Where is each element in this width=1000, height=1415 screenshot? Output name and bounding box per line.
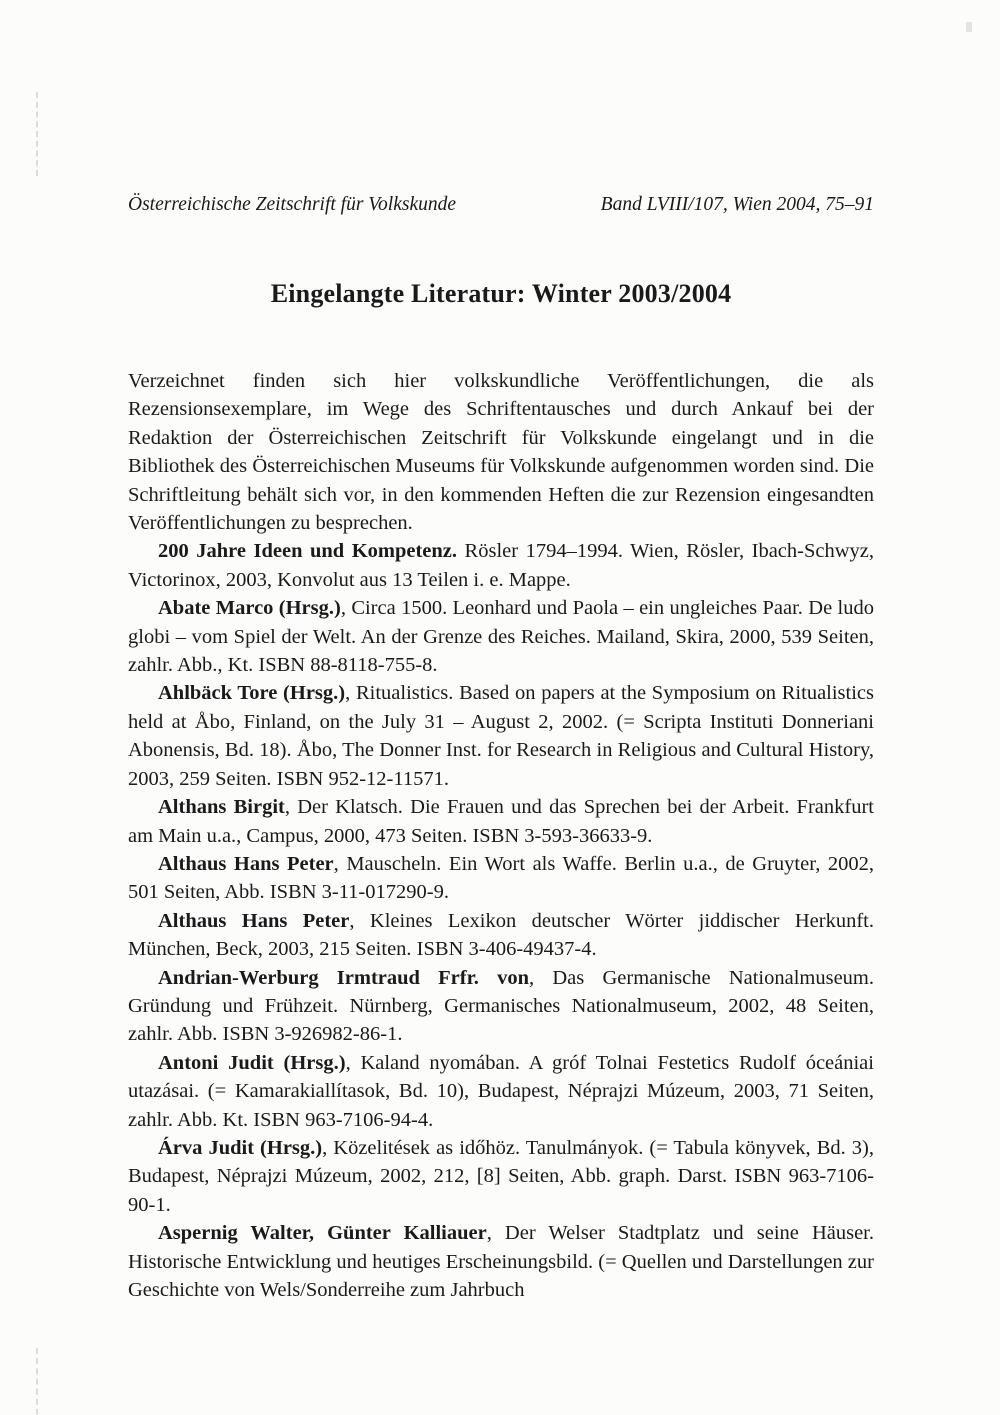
- literature-entry: [128, 964, 874, 1049]
- literature-entry: [128, 1049, 874, 1134]
- entry-lead: Althaus Hans Peter: [158, 909, 350, 932]
- literature-entry: [128, 907, 874, 964]
- journal-issue: Band LVIII/107, Wien 2004, 75–91: [600, 194, 874, 215]
- literature-entry: [128, 679, 874, 793]
- literature-entry: [128, 850, 874, 907]
- entry-lead: Ahlbäck Tore (Hrsg.): [158, 682, 346, 705]
- document-body: [128, 367, 874, 1304]
- entry-text: , Mauscheln. Ein Wort als Waffe. Berlin u.a., de Gruyter, 2002, 501 Seiten, Abb. ISBN 3-11-017290-9.: [128, 852, 875, 904]
- journal-name: Österreichische Zeitschrift für Volkskunde: [128, 194, 457, 215]
- entry-text: , Der Klatsch. Die Frauen und das Sprechen bei der Arbeit. Frankfurt am Main u.a., Campus, 2000, 473 Seiten. ISBN 3-593-36633-9.: [128, 796, 874, 847]
- scan-artifact: [966, 22, 972, 32]
- entry-text: , Der Welser Stadtplatz und seine Häuser. Historische Entwicklung und heutiges Erscheinungsbild. (= Quellen und Darstellungen zur Geschichte von Wels/Sonderreihe zum Jahrbuch: [128, 1222, 874, 1301]
- entry-lead: Andrian-Werburg Irmtraud Frfr. von: [158, 966, 530, 989]
- entry-text: , Kleines Lexikon deutscher Wörter jiddischer Herkunft. München, Beck, 2003, 215 Seiten. ISBN 3-406-49437-4.: [128, 909, 874, 961]
- entry-lead: Aspernig Walter, Günter Kalliauer: [158, 1222, 487, 1245]
- literature-entry: [128, 1219, 874, 1304]
- entry-text: , Das Germanische Nationalmuseum. Gründung und Frühzeit. Nürnberg, Germanisches Nationalmuseum, 2002, 48 Seiten, zahlr. Abb. ISBN 3-926982-86-1.: [128, 966, 874, 1046]
- entry-text: Rösler 1794–1994. Wien, Rösler, Ibach-Schwyz, Victorinox, 2003, Konvolut aus 13 Teilen i. e. Mappe.: [128, 540, 875, 591]
- literature-entry: [128, 594, 874, 679]
- entry-lead: Árva Judit (Hrsg.): [158, 1136, 323, 1159]
- entry-text: , Circa 1500. Leonhard und Paola – ein ungleiches Paar. De ludo globi – vom Spiel der Welt. An der Grenze des Reiches. Mailand, Skira, 2000, 539 Seiten, zahlr. Abb., Kt. ISBN 88-8118-755-8.: [128, 597, 874, 677]
- literature-entry: [128, 793, 874, 850]
- page-title: Eingelangte Literatur: Winter 2003/2004: [270, 279, 732, 308]
- entry-text: , Közelitések as időhöz. Tanulmányok. (= Tabula könyvek, Bd. 3), Budapest, Néprajzi Múzeum, 2002, 212, [8] Seiten, Abb. graph. Darst. ISBN 963-7106-90-1.: [128, 1136, 874, 1216]
- entry-lead: 200 Jahre Ideen und Kompetenz.: [158, 540, 458, 563]
- entry-lead: Althaus Hans Peter: [158, 852, 334, 875]
- entry-text: , Kaland nyomában. A gróf Tolnai Festetics Rudolf óceániai utazásai. (= Kamarakiallítasok, Bd. 10), Budapest, Néprajzi Múzeum, 2003, 71 Seiten, zahlr. Abb. Kt. ISBN 963-7106-94-4.: [128, 1051, 874, 1131]
- scan-artifact: [36, 92, 38, 176]
- entry-lead: Althans Birgit: [158, 796, 285, 819]
- entry-lead: Abate Marco (Hrsg.): [158, 597, 341, 620]
- journal-header: [128, 193, 874, 217]
- literature-entry: [128, 1134, 874, 1219]
- scan-artifact: [36, 1348, 38, 1415]
- entry-lead: Antoni Judit (Hrsg.): [158, 1051, 346, 1074]
- intro-paragraph: Verzeichnet finden sich hier volkskundliche Veröffentlichungen, die als Rezensionsexemplare, im Wege des Schriftentausches und durch Ankauf bei der Redaktion der Österreichischen Zeitschrift für Volkskunde eingelangt und in die Bibliothek des Österreichischen Museums für Volkskunde aufgenommen worden sind. Die Schriftleitung behält sich vor, in den kommenden Heften die zur Rezension eingesandten Veröffentlichungen zu besprechen.: [128, 370, 874, 535]
- entry-text: , Ritualistics. Based on papers at the Symposium on Ritualistics held at Åbo, Finland, on the July 31 – August 2, 2002. (= Scripta Instituti Donneriani Abonensis, Bd. 18). Åbo, The Donner Inst. for Research in Religious and Cultural History, 2003, 259 Seiten. ISBN 952-12-11571.: [128, 682, 875, 790]
- literature-entry: [128, 537, 874, 594]
- document-page: [128, 193, 874, 1304]
